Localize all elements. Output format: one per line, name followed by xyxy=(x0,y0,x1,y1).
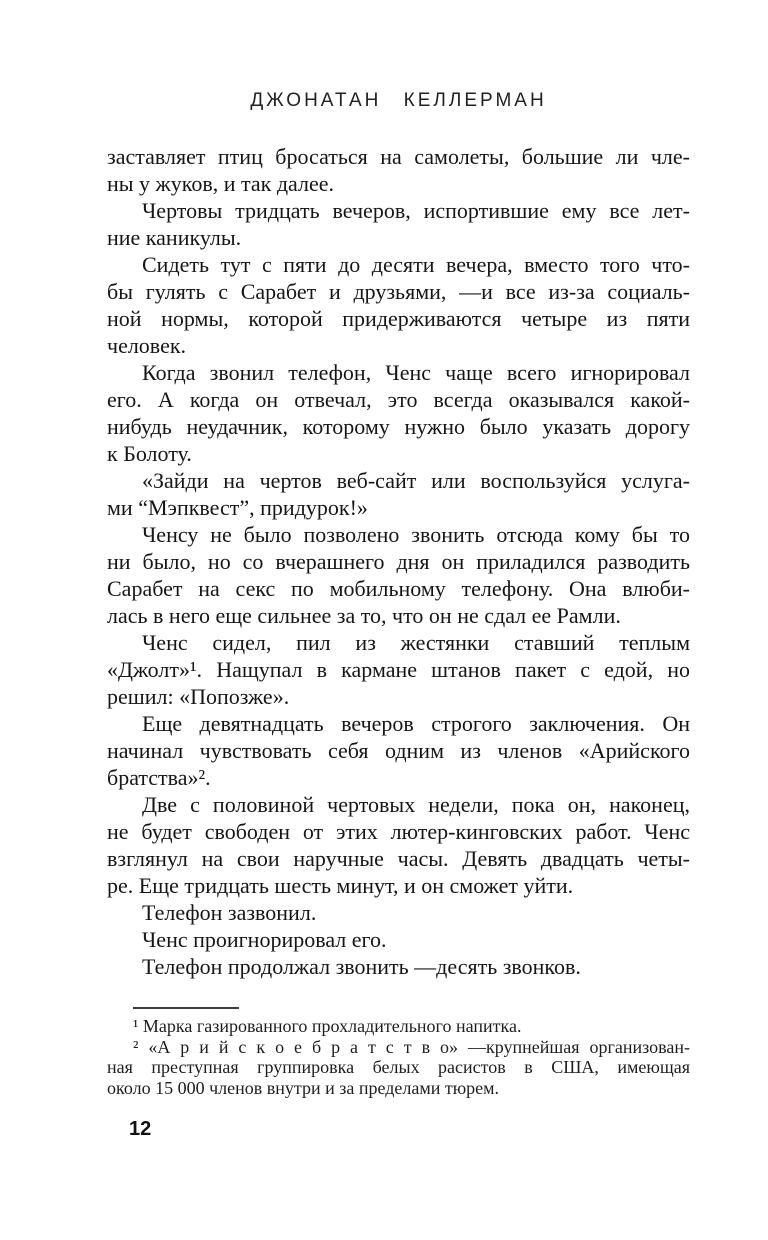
footnotes-block xyxy=(107,1016,690,1098)
body-line: ми “Мэпквест”, придурок!» xyxy=(107,495,368,520)
body-line: не будет свободен от этих лютер-кинговских работ. Ченс xyxy=(107,819,690,844)
body-line: бы гулять с Сарабет и друзьями, —и все из-за социаль- xyxy=(107,279,690,304)
body-line: ной нормы, которой придерживаются четыре из пяти xyxy=(107,306,690,331)
body-line: нибудь неудачник, которому нужно было указать дорогу xyxy=(107,414,690,439)
body-line: Ченс сидел, пил из жестянки ставший теплым xyxy=(142,630,690,655)
footnote-line: около 15 000 членов внутри и за пределами тюрем. xyxy=(107,1077,500,1098)
body-line: к Болоту. xyxy=(107,441,192,466)
page-number: 12 xyxy=(129,1118,152,1140)
body-line: Еще девятнадцать вечеров строгого заключения. Он xyxy=(142,711,690,736)
body-line: Телефон зазвонил. xyxy=(142,900,317,925)
body-line: взглянул на свои наручные часы. Девять двадцать четы- xyxy=(107,846,690,871)
body-line: Сидеть тут с пяти до десяти вечера, вместо того что- xyxy=(142,252,690,277)
body-line: Когда звонил телефон, Ченс чаще всего игнорировал xyxy=(142,360,690,385)
body-line: ре. Еще тридцать шесть минут, и он сможет уйти. xyxy=(107,873,574,898)
running-header: ДЖОНАТАН КЕЛЛЕРМАН xyxy=(250,90,547,111)
body-line: Ченс проигнорировал его. xyxy=(142,927,387,952)
body-line: ны у жуков, и так далее. xyxy=(107,171,334,196)
body-line: ние каникулы. xyxy=(107,225,242,250)
body-line: «Зайди на чертов веб-сайт или воспользуйся услуга- xyxy=(142,468,690,493)
body-line: «Джолт»¹. Нащупал в кармане штанов пакет с едой, но xyxy=(107,657,690,682)
body-line: ни было, но со вчерашнего дня он приладился разводить xyxy=(107,549,690,574)
body-line: братства»². xyxy=(107,765,211,790)
footnote-separator-rule xyxy=(133,1007,239,1009)
body-line: лась в него еще сильнее за то, что он не сдал ее Рамли. xyxy=(107,603,621,628)
body-line: Чертовы тридцать вечеров, испортившие ему все лет- xyxy=(142,198,690,223)
footnote-line: ¹ Марка газированного прохладительного напитка. xyxy=(133,1016,522,1036)
footnote-line: ная преступная группировка белых расистов в США, имеющая xyxy=(107,1057,690,1077)
body-line: заставляет птиц бросаться на самолеты, большие ли чле- xyxy=(107,144,690,169)
body-line: Телефон продолжал звонить —десять звонков. xyxy=(142,954,581,979)
body-line: Две с половиной чертовых недели, пока он, наконец, xyxy=(142,792,690,817)
body-line: начинал чувствовать себя одним из членов «Арийского xyxy=(107,738,690,763)
body-line: человек. xyxy=(107,333,187,358)
body-line: решил: «Попозже». xyxy=(107,684,290,709)
footnote-line: ² «А р и й с к о е б р а т с т в о» —крупнейшая организован- xyxy=(133,1036,690,1057)
body-line: Сарабет на секс по мобильному телефону. Она влюби- xyxy=(107,576,690,601)
body-line: Ченсу не было позволено звонить отсюда кому бы то xyxy=(142,522,690,547)
body-line: его. А когда он отвечал, это всегда оказывался какой- xyxy=(107,387,690,412)
body-text-block xyxy=(107,143,690,980)
